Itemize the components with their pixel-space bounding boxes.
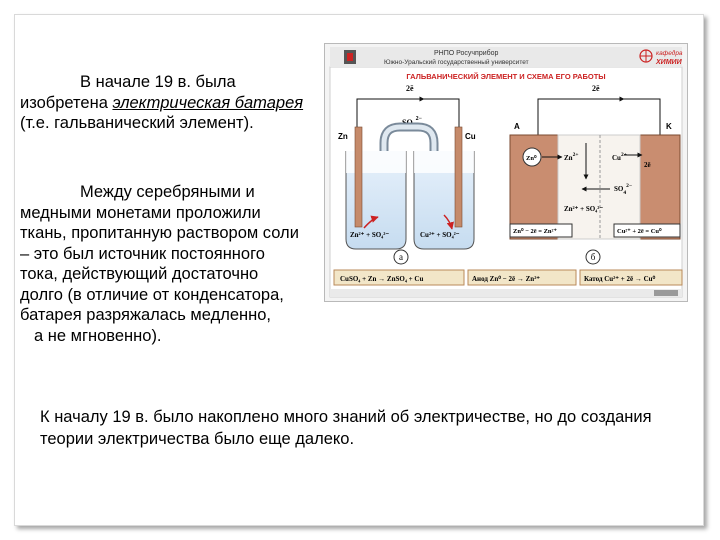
figure-title: ГАЛЬВАНИЧЕСКИЙ ЭЛЕМЕНТ И СХЕМА ЕГО РАБОТЫ	[406, 72, 606, 81]
zn-label-a: Zn	[338, 132, 348, 141]
cathode-caption: Катод Cu²⁺ + 2ē → Cu⁰	[584, 275, 656, 283]
paragraph-battery-invention	[20, 72, 305, 134]
paragraph-3-text: К началу 19 в. было накоплено много знаний об электричестве, но до создания теории электричества было еще далеко.	[40, 408, 652, 448]
dept-label: кафедра	[656, 50, 683, 57]
cu-reduction: Cu²⁺ + 2ē = Cu⁰	[617, 228, 662, 235]
cu-label-a: Cu	[465, 132, 476, 141]
electrons-a: 2ē	[406, 84, 414, 93]
cathode-letter: K	[666, 122, 672, 131]
electrons-cathode: 2ē	[644, 161, 651, 169]
so4-b: $SO_4^{2-}$	[614, 183, 632, 196]
figure-footer	[330, 289, 682, 297]
electrolyte-ions: Zn²⁺ + SO₄²⁻	[564, 205, 604, 213]
zn-solution-ions: Zn²⁺ + SO₄²⁻	[350, 231, 390, 239]
paragraph-2-text: Между серебряными и медными монетами проложили ткань, пропитанную раствором соли – это был источник постоянного тока, действующий достаточно долго (в отличие от конденсатора, батарея разряжалась медленно,	[20, 183, 299, 324]
cu-electrode	[455, 127, 462, 227]
paragraph-1-tail: (т.е. гальванический элемент).	[20, 114, 254, 132]
chemistry-logo-icon	[640, 50, 652, 62]
zn-oxidation: Zn⁰ − 2ē = Zn²⁺	[513, 228, 557, 235]
header-univ: Южно-Уральский государственный университет	[384, 59, 529, 66]
electric-battery-term: электрическая батарея	[112, 93, 304, 112]
reaction-caption: CuSO₄ + Zn → ZnSO₄ + Cu	[340, 275, 424, 283]
paragraph-2-tail: а не мгновенно).	[34, 326, 162, 345]
nav-control-icon	[654, 290, 678, 296]
zn-atom: Zn⁰	[526, 155, 537, 162]
so4-label-a: $SO_4^{2-}$	[402, 116, 423, 130]
panel-label-a: а	[399, 252, 403, 262]
galvanic-cell-figure	[324, 43, 688, 302]
cu-ion-b: $Cu^{2+}$	[612, 152, 627, 162]
paragraph-1-text: В начале 19 в. была изобретена	[20, 73, 236, 112]
zn-electrode	[355, 127, 362, 227]
header-org: РНПО Росучприбор	[434, 50, 499, 57]
paragraph-knowledge-19c	[40, 406, 680, 450]
electrons-b: 2ē	[592, 84, 600, 93]
anode-letter: A	[514, 122, 520, 131]
paragraph-coins-battery	[20, 182, 305, 346]
cathode-panel	[640, 135, 680, 239]
zn-ion-b: $Zn^{2+}$	[564, 152, 579, 162]
anode-caption: Анод Zn⁰ − 2ē → Zn²⁺	[472, 275, 540, 283]
dept-chem: ХИМИИ	[656, 59, 682, 66]
panel-label-b: б	[590, 252, 596, 262]
cu-solution-ions: Cu²⁺ + SO₄²⁻	[420, 231, 460, 239]
